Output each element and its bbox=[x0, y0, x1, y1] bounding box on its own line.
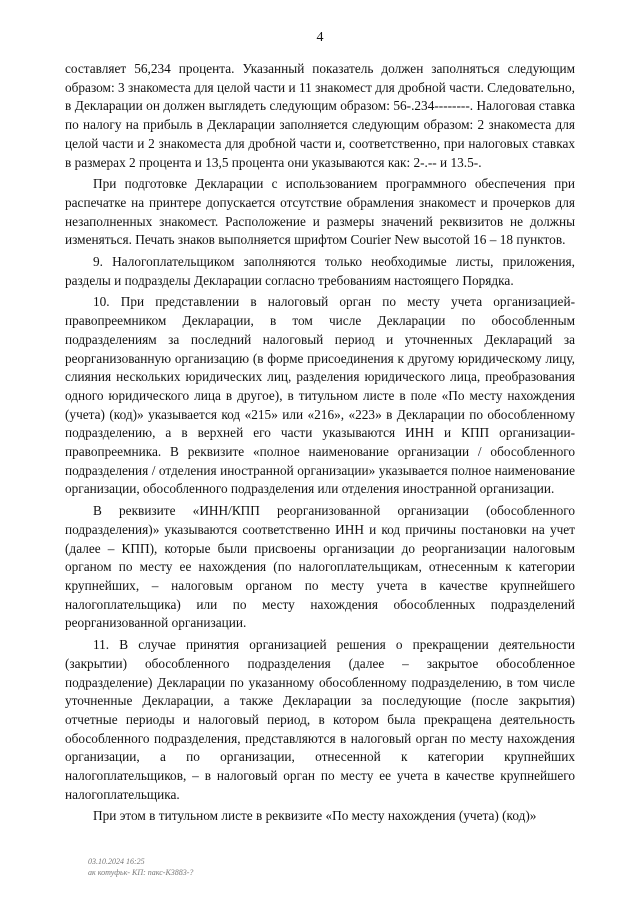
paragraph-item-11: 11. В случае принятия организацией решения о прекращении деятельности (закрытии) обособленного подразделения (далее – закрытое обособленное подразделение) Декларации по указанному обособленному подразделению, в том числе уточненные Декларации, а также Декларации за последующие (после закрытия) отчетные периоды и налоговый период, в котором была прекращена деятельность обособленного подразделения, представляются в налоговый орган по месту нахождения организации, а по организации, отнесенной к категории крупнейших налогоплательщиков, – в налоговый орган по месту ее учета в качестве крупнейшего налогоплательщика. bbox=[65, 637, 575, 802]
paragraph-title-page: При этом в титульном листе в реквизите «По месту нахождения (учета) (код)» bbox=[93, 808, 537, 824]
print-stamp-footer bbox=[88, 856, 193, 878]
paragraph-printing: При подготовке Декларации с использованием программного обеспечения при распечатке на принтере допускается отсутствие обрамления знакомест и прочерков для незаполненных знакомест. Расположение и размеры значений реквизитов не должны изменяться. Печать знаков выполняется шрифтом Courier New высотой 16 – 18 пунктов. bbox=[65, 176, 575, 248]
paragraph-inn-kpp: В реквизите «ИНН/КПП реорганизованной организации (обособленного подразделения)» указываются соответственно ИНН и код причины постановки на учет (далее – КПП), которые были присвоены организации до реорганизации налоговым органом по месту ее нахождения (по налогоплательщикам, отнесенным к категории крупнейших, – налоговым органом по месту учета в качестве крупнейшего налогоплательщика) или по месту нахождения обособленных подразделений реорганизованной организации. bbox=[65, 503, 575, 631]
footer-timestamp: 03.10.2024 16:25 bbox=[88, 857, 145, 866]
paragraph-continuation: составляет 56,234 процента. Указанный показатель должен заполняться следующим образом: 3 знакоместа для целой части и 11 знакомест для дробной части. Следовательно, в Декларации он должен выглядеть следующим образом: 56-.234--------. Налоговая ставка по налогу на прибыль в Декларации заполняется следующим образом: 2 знакоместа для целой части и 2 знакоместа для дробной части и, соответственно, при налоговых ставках в размерах 2 процента и 13,5 процента они указываются как: 2-.-- и 13.5-. bbox=[65, 61, 575, 170]
paragraph-item-9: 9. Налогоплательщиком заполняются только необходимые листы, приложения, разделы и подразделы Декларации согласно требованиям настоящего Порядка. bbox=[65, 254, 575, 288]
document-body bbox=[65, 60, 575, 829]
page-number: 4 bbox=[316, 30, 324, 45]
paragraph-item-10: 10. При представлении в налоговый орган по месту учета организацией-правопреемником Декларации, в том числе Декларации по обособленным подразделениям за последний налоговый период и уточненных Деклараций за реорганизованную организацию (в форме присоединения к другому юридическому лицу, слияния нескольких юридических лиц, разделения юридического лица, преобразования одного юридического лица в другое), в титульном листе в поле «По месту нахождения (учета) (код)» указывается код «215» или «216», «223» в Декларации по обособленному подразделению, а в верхней его части указываются ИНН и КПП организации-правопреемника. В реквизите «полное наименование организации / обособленного подразделения / отделения иностранной организации» указывается полное наименование организации, обособленного подразделения или отделения иностранной организации. bbox=[65, 294, 575, 497]
footer-document-code: ак котуфьк- КП: пакс-К3883-? bbox=[88, 868, 194, 877]
